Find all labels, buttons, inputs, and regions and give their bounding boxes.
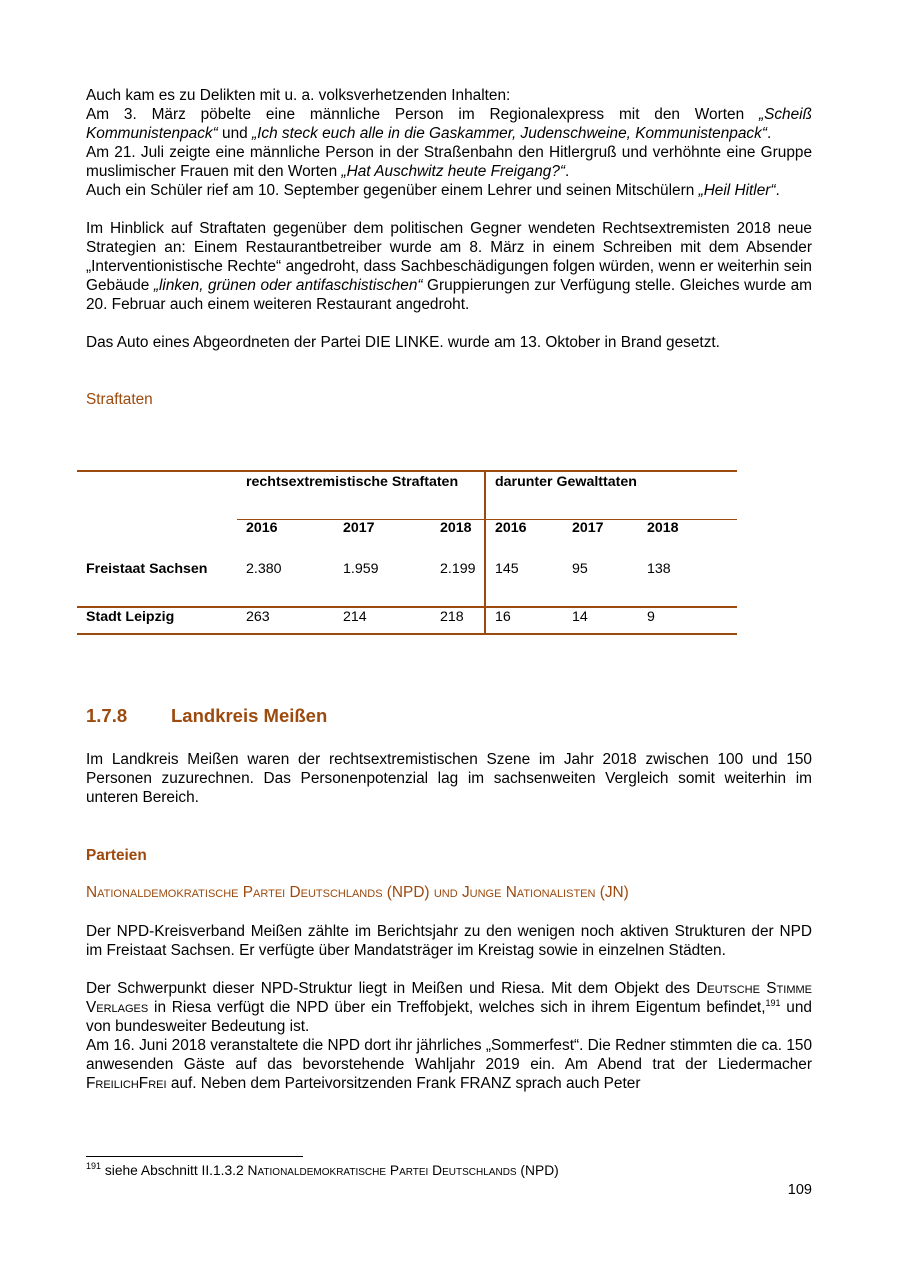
text: Nationaldemokratische Partei Deutschlands <box>247 1163 517 1178</box>
section-body-2 <box>86 922 812 1093</box>
quote: „Ich steck euch alle in die Gaskammer, Judenschweine, Kommunistenpack“ <box>251 125 767 142</box>
paragraph: Im Landkreis Meißen waren der rechtsextremistischen Szene im Jahr 2018 zwischen 100 und 150 Personen zuzurechnen. Das Personenpotenzial lag im sachsenweiten Vergleich somit weiterhin im unteren Bereich. <box>86 751 812 806</box>
header-group-straftaten: rechtsextremistische Straftaten <box>237 471 485 519</box>
text: Auch kam es zu Delikten mit u. a. volksverhetzenden Inhalten: <box>86 87 511 104</box>
footnote <box>86 1163 559 1178</box>
text: . <box>775 182 780 199</box>
publisher-name: Deutsche Stimme Verlages <box>86 980 812 1016</box>
section-heading <box>86 705 327 727</box>
quote: „Heil Hitler“ <box>698 182 776 199</box>
paragraph <box>86 86 812 105</box>
section-number: 1.7.8 <box>86 705 128 726</box>
paragraph <box>86 181 812 200</box>
paragraph <box>86 143 812 181</box>
table-row <box>77 607 737 634</box>
text: . <box>565 163 570 180</box>
text: Auch ein Schüler rief am 10. September gegenüber einem Lehrer und seinen Mitschülern <box>86 182 699 199</box>
empty-cell <box>77 471 237 519</box>
text: in Riesa verfügt die NPD über ein Treffobjekt, welches sich in ihrem Eigentum befindet, <box>148 999 766 1016</box>
paragraph <box>86 219 812 314</box>
header-group-gewalttaten: darunter Gewalttaten <box>485 471 737 519</box>
year-cell: 2018 <box>647 519 679 536</box>
text: und von bundesweiter Bedeutung ist. <box>86 999 812 1035</box>
text: Am 3. März pöbelte eine männliche Person im Regionalexpress mit den Worten <box>86 106 759 123</box>
cell: 214 <box>343 609 367 625</box>
year-cell: 2016 <box>495 519 527 536</box>
cell: 2.380 <box>246 561 282 577</box>
quote: „linken, grünen oder antifaschistischen“ <box>153 277 423 294</box>
row-label: Freistaat Sachsen <box>86 561 208 577</box>
cell: 1.959 <box>343 561 379 577</box>
cell: 14 <box>572 609 588 625</box>
paragraph <box>86 105 812 143</box>
paragraph: Das Auto eines Abgeordneten der Partei DIE LINKE. wurde am 13. Oktober in Brand gesetzt. <box>86 334 720 351</box>
text: Der Schwerpunkt dieser NPD-Struktur liegt in Meißen und Riesa. Mit dem Objekt des <box>86 980 697 997</box>
footnote-number: 191 <box>86 1161 102 1171</box>
text: auf. Neben dem Parteivorsitzenden Frank FRANZ sprach auch Peter <box>166 1075 641 1092</box>
table-year-row <box>77 519 737 561</box>
table-row <box>77 561 737 607</box>
cell: 9 <box>647 609 655 625</box>
quote: „Hat Auschwitz heute Freigang?“ <box>341 163 566 180</box>
empty-cell <box>77 519 237 561</box>
footnote-divider <box>86 1156 303 1157</box>
intro-text <box>86 86 812 409</box>
text: (NPD) <box>516 1163 559 1178</box>
page-number: 109 <box>787 1182 812 1198</box>
table-title: Straftaten <box>86 391 153 408</box>
year-cell: 2017 <box>343 519 375 536</box>
paragraph: Der NPD-Kreisverband Meißen zählte im Berichtsjahr zu den wenigen noch aktiven Strukturen der NPD im Freistaat Sachsen. Er verfügte über Mandatsträger im Kreistag sowie in einzelnen Städten. <box>86 923 812 959</box>
statistics-table <box>77 470 737 635</box>
year-cell: 2018 <box>431 519 485 561</box>
footnote-ref[interactable]: 191 <box>765 998 781 1008</box>
subheading-npd: Nationaldemokratische Partei Deutschlands (NPD) und Junge Nationalisten (JN) <box>86 884 629 901</box>
table-header-row <box>77 471 737 519</box>
row-label: Stadt Leipzig <box>86 609 175 625</box>
text: Am 16. Juni 2018 veranstaltete die NPD dort ihr jährliches „Sommerfest“. Die Redner stimmten die ca. 150 anwesenden Gäste auf das bevorstehende Wahljahr 2019 ein. Am Abend trat der Liedermacher <box>86 1037 812 1073</box>
cell: 263 <box>246 609 270 625</box>
performer-name: FreilichFrei <box>86 1075 167 1092</box>
text: Am 21. Juli zeigte eine männliche Person in der Straßenbahn den Hitlergruß und verhöhnte eine Gruppe muslimischer Frauen mit den Worten <box>86 144 812 180</box>
year-cell: 2017 <box>572 519 604 536</box>
cell: 138 <box>647 561 671 577</box>
paragraph <box>86 1036 812 1093</box>
cell: 2.199 <box>431 561 485 607</box>
text: und <box>217 125 252 142</box>
cell: 145 <box>495 561 519 577</box>
paragraph <box>86 979 812 1036</box>
cell: 218 <box>431 607 485 634</box>
year-cell: 2016 <box>246 519 278 536</box>
cell: 95 <box>572 561 588 577</box>
section-body <box>86 750 812 807</box>
quote: „Scheiß Kommunistenpack“ <box>86 106 812 142</box>
text: . <box>766 125 772 142</box>
section-title: Landkreis Meißen <box>171 705 328 726</box>
text: Gruppierungen zur Verfügung stelle. Gleiches wurde am 20. Februar auch einem weiteren Restaurant angedroht. <box>86 277 812 313</box>
text: siehe Abschnitt II.1.3.2 <box>101 1163 248 1178</box>
subheading-parteien: Parteien <box>86 847 147 864</box>
text: Im Hinblick auf Straftaten gegenüber dem politischen Gegner wendeten Rechtsextremisten 2018 neue Strategien an: Einem Restaurantbetreiber wurde am 8. März in einem Schreiben mit dem Absender „Interventionistische Rechte“ angedroht, dass Sachbeschädigungen folgen würden, wenn er weiterhin sein Gebäude <box>86 220 812 294</box>
cell: 16 <box>495 609 511 625</box>
